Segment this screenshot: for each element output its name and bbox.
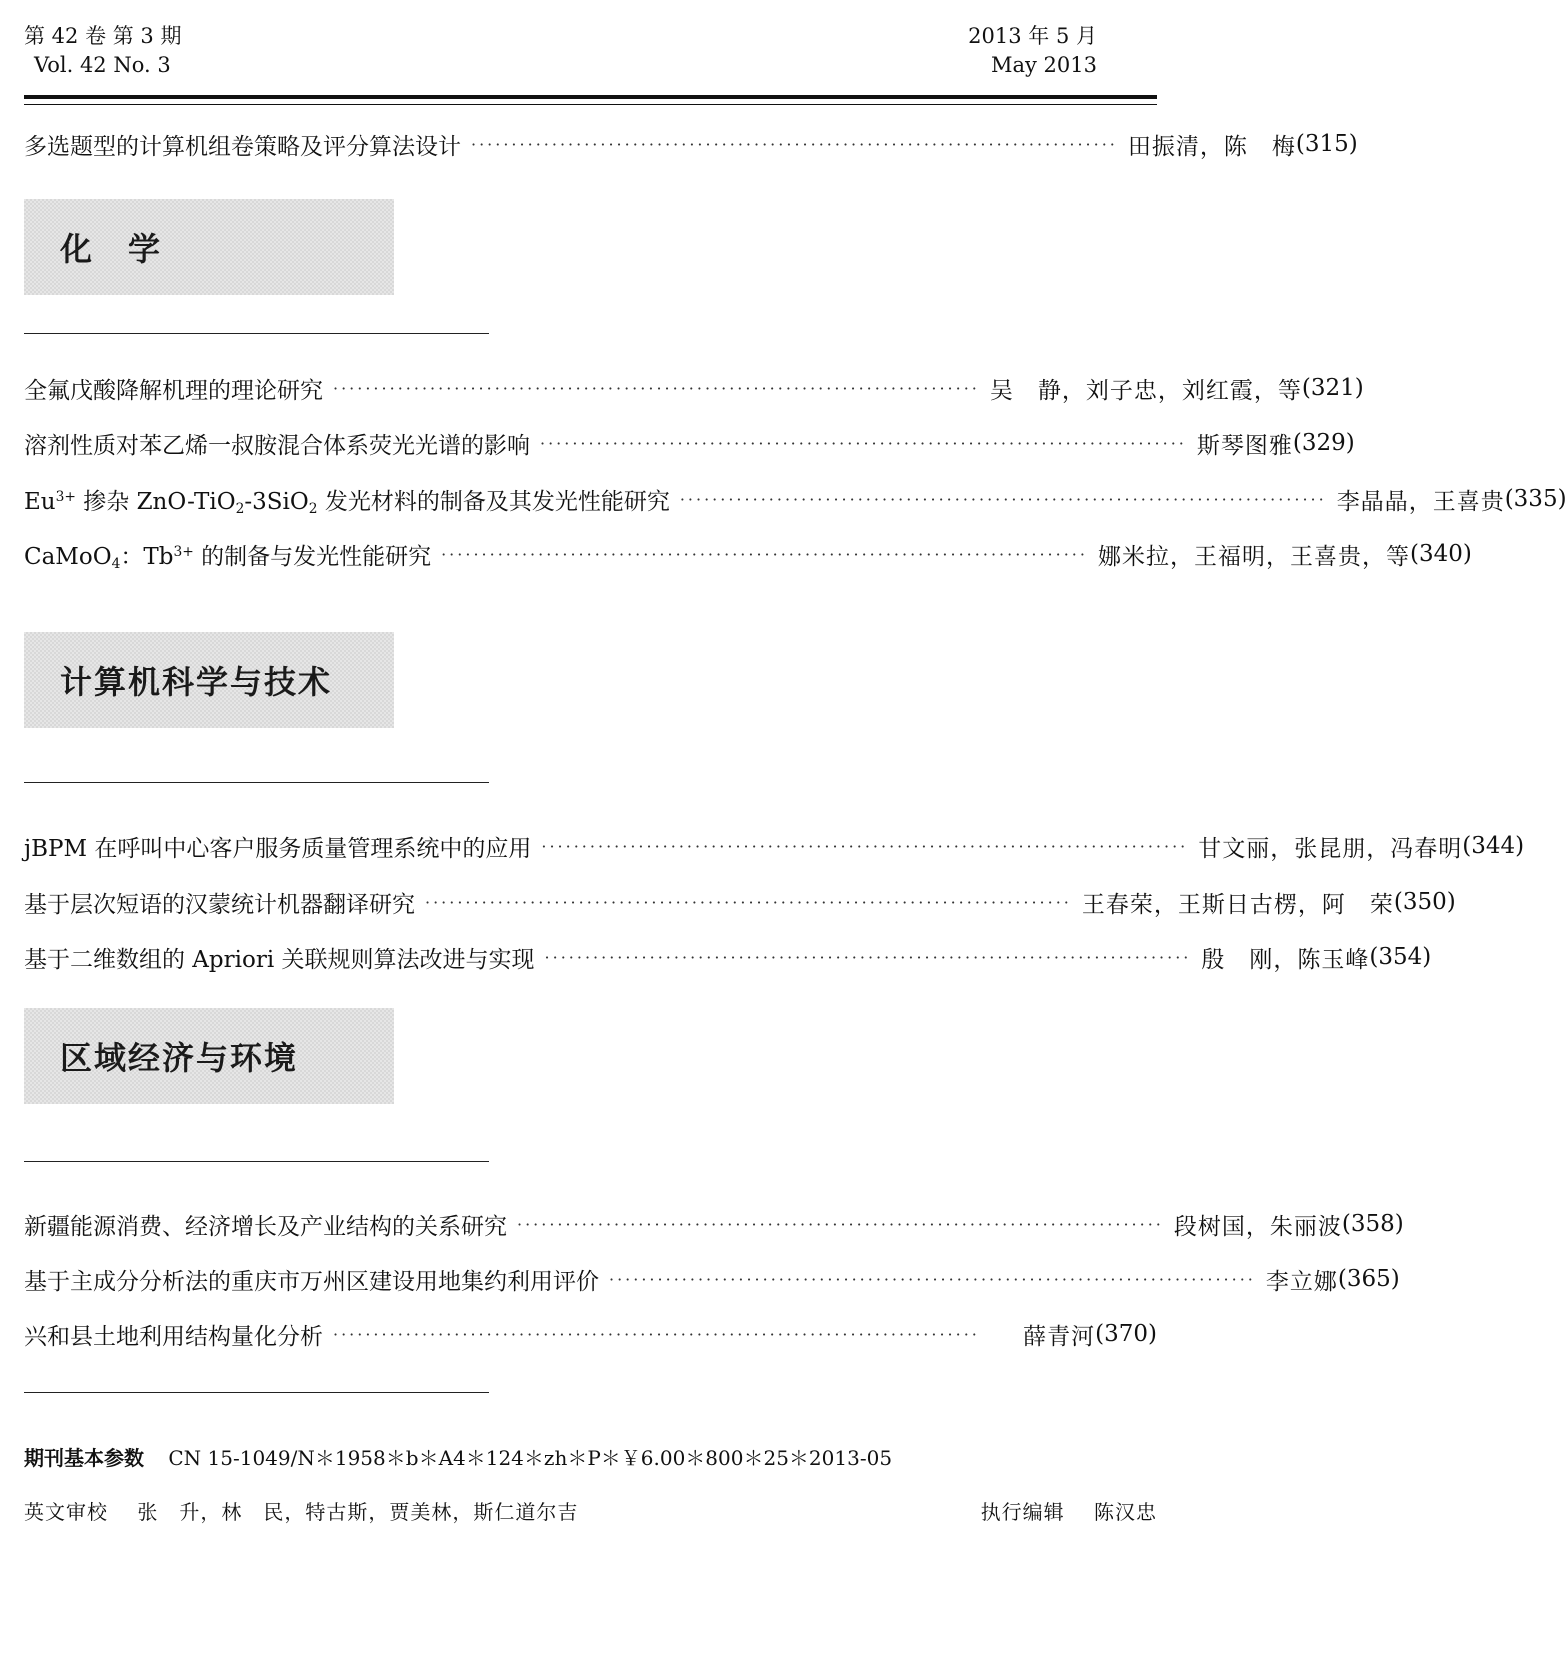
leader-dots: ················································································ [544, 947, 1192, 967]
section-rule [24, 782, 489, 783]
entry-authors: 甘文丽，张昆朋，冯春明 [1198, 835, 1463, 862]
en-volume-issue: Vol. 42 No. 3 [34, 53, 171, 77]
en-date: May 2013 [990, 53, 1097, 77]
section-rule [24, 333, 489, 334]
editor-name: 陈汉忠 [1094, 1500, 1157, 1524]
credits-line [24, 1496, 1157, 1525]
entry-title: 多选题型的计算机组卷策略及评分算法设计 [24, 133, 461, 160]
leader-dots: ················································································ [517, 1214, 1164, 1234]
entry-authors: 殷 刚，陈玉峰 [1201, 946, 1370, 973]
entry-title: 基于二维数组的 Apriori 关联规则算法改进与实现 [24, 946, 535, 973]
section-heading-chemistry [24, 199, 394, 295]
toc-entry[interactable] [24, 886, 1456, 918]
section-title: 区域经济与环境 [60, 1039, 299, 1077]
leader-dots: ················································································ [609, 1269, 1256, 1289]
entry-authors: 王春荣，王斯日古楞，阿 荣 [1081, 891, 1394, 918]
entry-page: (354) [1369, 944, 1432, 970]
entry-page: (335) [1504, 486, 1567, 512]
toc-entry[interactable] [24, 427, 1355, 459]
entry-title: CaMoO$_4$：$Tb^{3+}$ 的制备与发光性能研究 [24, 543, 432, 572]
section-heading-regional-economy [24, 1008, 394, 1104]
leader-dots: ················································································ [333, 378, 980, 398]
toc-entry[interactable] [24, 1263, 1400, 1295]
reviewer-names: 张 升，林 民，特古斯，贾美林，斯仁道尔吉 [137, 1500, 579, 1524]
leader-dots: ················································································ [540, 433, 1187, 453]
cn-volume-issue: 第 42 卷 第 3 期 [24, 24, 182, 48]
header-rule-thick [24, 95, 1157, 99]
entry-page: (370) [1095, 1321, 1157, 1347]
leader-dots: ················································································ [679, 489, 1327, 509]
section-title: 计算机科学与技术 [60, 663, 333, 701]
entry-title: 基于主成分分析法的重庆市万州区建设用地集约利用评价 [24, 1268, 599, 1295]
toc-entry[interactable] [24, 372, 1364, 404]
entry-title: 溶剂性质对苯乙烯一叔胺混合体系荧光光谱的影响 [24, 432, 530, 459]
leader-dots: ················································································ [541, 836, 1189, 856]
entry-authors: 吴 静，刘子忠，刘红霞，等 [989, 377, 1302, 404]
entry-authors: 段树国，朱丽波 [1173, 1213, 1342, 1240]
entry-page: (315) [1295, 131, 1358, 157]
entry-title: 兴和县土地利用结构量化分析 [24, 1323, 323, 1350]
leader-dots: ················································································ [471, 134, 1118, 154]
leader-dots: ················································································ [441, 544, 1088, 564]
entry-page: (344) [1462, 833, 1525, 859]
entry-title: 全氟戊酸降解机理的理论研究 [24, 377, 323, 404]
entry-title: 基于层次短语的汉蒙统计机器翻译研究 [24, 891, 415, 918]
editor-label: 执行编辑 [980, 1500, 1065, 1524]
section-heading-computer-science [24, 632, 394, 728]
entry-title: jBPM 在呼叫中心客户服务质量管理系统中的应用 [24, 835, 532, 862]
journal-date [968, 22, 1097, 80]
entry-title: 新疆能源消费、经济增长及产业结构的关系研究 [24, 1213, 507, 1240]
entry-page: (358) [1341, 1211, 1404, 1237]
entry-page: (340) [1409, 541, 1472, 567]
toc-entry[interactable] [24, 1208, 1404, 1240]
reviewer-label: 英文审校 [24, 1500, 108, 1524]
header-rule-thin [24, 104, 1157, 105]
leader-dots: ················································································ [333, 1324, 980, 1344]
executive-editor [981, 1496, 1157, 1525]
entry-title: $Eu^{3+}$ 掺杂 ZnO-TiO$_2$-3SiO$_2$ 发光材料的制备及其发光性能研究 [24, 488, 670, 517]
toc-entry[interactable] [24, 1318, 1157, 1350]
journal-volume-issue [24, 22, 181, 80]
toc-entry[interactable] [24, 483, 1567, 517]
entry-authors: 李晶晶，王喜贵 [1336, 488, 1505, 515]
entry-authors: 李立娜 [1265, 1268, 1338, 1295]
toc-entry[interactable] [24, 538, 1472, 572]
footer-rule [24, 1392, 489, 1393]
toc-entry[interactable] [24, 941, 1432, 973]
entry-page: (365) [1337, 1266, 1400, 1292]
params-value: CN 15-1049/N＊1958＊b＊A4＊124＊zh＊P＊￥6.00＊800＊25＊2013-05 [168, 1446, 893, 1470]
section-title: 化 学 [60, 230, 163, 268]
english-reviewers [24, 1496, 578, 1525]
entry-authors: 薛青河 [1023, 1323, 1096, 1350]
cn-date: 2013 年 5 月 [968, 24, 1097, 48]
entry-authors: 田振清，陈 梅 [1127, 133, 1296, 160]
entry-page: (321) [1301, 375, 1364, 401]
toc-entry[interactable] [24, 128, 1358, 160]
section-rule [24, 1161, 489, 1162]
leader-dots: ················································································ [425, 892, 1072, 912]
params-label: 期刊基本参数 [24, 1446, 144, 1470]
entry-page: (329) [1292, 430, 1355, 456]
entry-authors: 娜米拉，王福明，王喜贵，等 [1097, 543, 1410, 570]
entry-page: (350) [1393, 889, 1456, 915]
entry-authors: 斯琴图雅 [1196, 432, 1293, 459]
journal-parameters [24, 1442, 892, 1471]
toc-entry[interactable] [24, 830, 1525, 862]
